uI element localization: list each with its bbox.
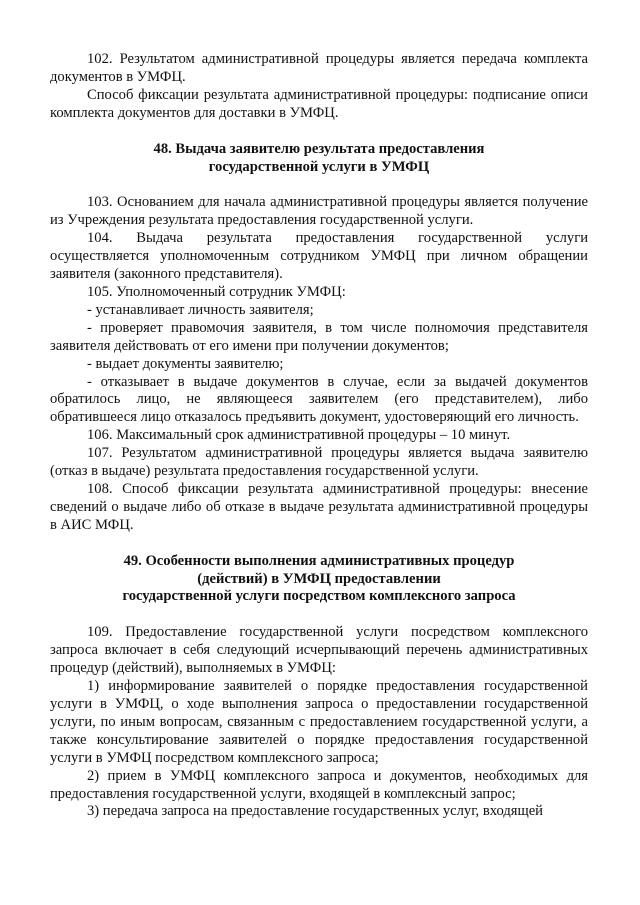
heading-49-line-3: государственной услуги посредством комплексного запроса (122, 588, 516, 605)
paragraph-104: 104. Выдача результата предоставления государственной услуги осуществляется уполномоченным сотрудником УМФЦ при личном обращении заявителя (законного представителя). (50, 230, 588, 283)
paragraph-103: 103. Основанием для начала административной процедуры является получение из Учреждения результата предоставления государственной услуги. (50, 194, 588, 229)
section-heading-48 (50, 141, 588, 177)
spacer (50, 606, 588, 624)
list-item-refusal: - отказывает в выдаче документов в случае, если за выдачей документов обратилось лицо, не являющееся заявителем (его представителем), либо обратившееся лицо отказалось предъявить документ, удостоверяющий его личность. (50, 373, 588, 426)
section-heading-49 (50, 553, 588, 607)
list-item-identity: - устанавливает личность заявителя; (87, 301, 314, 318)
paragraph-105: 105. Уполномоченный сотрудник УМФЦ: (87, 283, 346, 300)
list-item-2-reception: 2) прием в УМФЦ комплексного запроса и документов, необходимых для предоставления государственной услуги, входящей в комплексный запрос; (50, 767, 588, 802)
paragraph-106: 106. Максимальный срок административной процедуры – 10 минут. (87, 427, 511, 444)
paragraph-102: 102. Результатом административной процедуры является передача комплекта документов в УМФЦ. (50, 51, 588, 85)
list-item-1-informing: 1) информирование заявителей о порядке предоставления государственной услуги в УМФЦ, о ходе выполнения запроса о предоставлении государственной услуги, по иным вопросам, связанным с предоставлением государственной услуги, а также консультирование заявителей о порядке предоставления государственной услуги в УМФЦ посредством комплексного запроса; (50, 678, 588, 766)
heading-49-line-2: (действий) в УМФЦ предоставлении (197, 570, 441, 587)
list-item-authority: - проверяет правомочия заявителя, в том числе полномочия представителя заявителя действовать от его имени при получении документов; (50, 319, 588, 354)
paragraph-109: 109. Предоставление государственной услуги посредством комплексного запроса включает в себя следующий исчерпывающий перечень административных процедур (действий), выполняемых в УМФЦ: (50, 624, 588, 677)
paragraph-102-fixation: Способ фиксации результата административной процедуры: подписание описи комплекта документов для доставки в УМФЦ. (50, 86, 588, 121)
paragraph-108: 108. Способ фиксации результата административной процедуры: внесение сведений о выдаче либо об отказе в выдаче результата административной процедуры в АИС МФЦ. (50, 480, 588, 533)
heading-48-line-1: 48. Выдача заявителю результата предоставления (153, 140, 485, 157)
heading-49-line-1: 49. Особенности выполнения административных процедур (123, 552, 515, 569)
heading-48-line-2: государственной услуги в УМФЦ (208, 158, 430, 175)
paragraph-107: 107. Результатом административной процедуры является выдача заявителю (отказ в выдаче) результата предоставления государственной услуги. (50, 445, 588, 480)
spacer (50, 176, 588, 194)
spacer (50, 123, 588, 141)
spacer (50, 535, 588, 553)
list-item-3-transfer: 3) передача запроса на предоставление государственных услуг, входящей (87, 803, 543, 820)
document-body (50, 51, 588, 821)
list-item-issue: - выдает документы заявителю; (87, 355, 284, 372)
